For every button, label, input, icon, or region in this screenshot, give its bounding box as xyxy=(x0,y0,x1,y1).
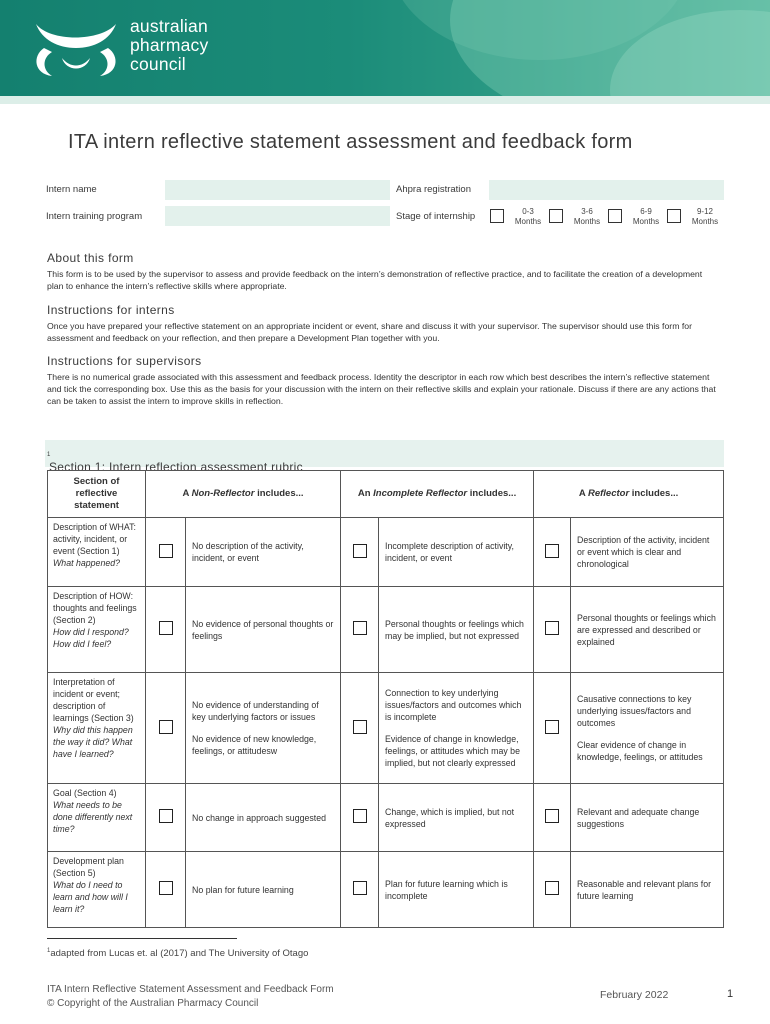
checkbox[interactable] xyxy=(490,209,504,223)
stage-option-label: 9-12 Months xyxy=(691,207,719,226)
reflector-checkbox-cell[interactable] xyxy=(534,518,571,587)
brand-line: pharmacy xyxy=(130,35,209,55)
banner-underline xyxy=(0,96,770,104)
supervisors-text: There is no numerical grade associated with this assessment and feedback process. Identity the descriptor in each row which best describes the intern’s reflective statement and tick the corresponding box. Use this as the basis for your discussion with the intern on their reflective skills and explain your rationale. Discuss if there are any actions that can be taken to assist the intern to improve skills in reflection. xyxy=(47,372,716,406)
row-section-cell: Goal (Section 4) What needs to be done differently next time? xyxy=(48,784,146,852)
about-heading: About this form xyxy=(47,251,134,265)
checkbox[interactable] xyxy=(159,720,173,734)
footer-copyright: © Copyright of the Australian Pharmacy Council xyxy=(47,998,259,1009)
table-row xyxy=(48,587,724,673)
non-reflector-checkbox-cell[interactable] xyxy=(146,852,186,928)
brand-line: council xyxy=(130,54,186,74)
footer-form-name: ITA Intern Reflective Statement Assessment and Feedback Form xyxy=(47,984,334,995)
stage-option-6-9[interactable] xyxy=(608,207,668,229)
stage-option-label: 3-6 Months xyxy=(573,207,601,226)
checkbox[interactable] xyxy=(608,209,622,223)
stage-option-label: 6-9 Months xyxy=(632,207,660,226)
supervisors-heading: Instructions for supervisors xyxy=(47,354,202,368)
brand-name xyxy=(130,17,208,74)
reflector-checkbox-cell[interactable] xyxy=(534,852,571,928)
checkbox[interactable] xyxy=(549,209,563,223)
reflector-descriptor: Description of the activity, incident or event which is clear and chronological xyxy=(571,518,724,587)
header-non-reflector: A Non-Reflector includes... xyxy=(146,471,341,518)
footnote-mark: 1 xyxy=(47,452,51,458)
checkbox[interactable] xyxy=(159,621,173,635)
stage-option-9-12[interactable] xyxy=(667,207,727,229)
header-section: Section of reflective statement xyxy=(48,471,146,518)
checkbox[interactable] xyxy=(667,209,681,223)
reflector-descriptor: Causative connections to key underlying issues/factors and outcomes Clear evidence of change in knowledge, feelings, or attitudes xyxy=(571,673,724,784)
ahpra-registration-field[interactable] xyxy=(489,180,724,200)
stage-of-internship-label: Stage of internship xyxy=(396,211,476,222)
checkbox[interactable] xyxy=(159,881,173,895)
checkbox[interactable] xyxy=(353,881,367,895)
incomplete-reflector-checkbox-cell[interactable] xyxy=(341,518,379,587)
intern-name-label: Intern name xyxy=(46,184,97,195)
non-reflector-checkbox-cell[interactable] xyxy=(146,784,186,852)
incomplete-reflector-checkbox-cell[interactable] xyxy=(341,673,379,784)
footnote-divider xyxy=(47,938,237,939)
table-header-row xyxy=(48,471,724,518)
intern-name-field[interactable] xyxy=(165,180,390,200)
reflector-descriptor: Reasonable and relevant plans for future learning xyxy=(571,852,724,928)
footnote: $^1$adapted from Lucas et. al (2017) and The University of Otago xyxy=(47,948,309,960)
stage-option-3-6[interactable] xyxy=(549,207,609,229)
table-row xyxy=(48,784,724,852)
interns-text: Once you have prepared your reflective statement on an appropriate incident or event, share and discuss it with your supervisor. The supervisor should use this form for assessment and feedback on your reflection, and then prepare a Development Plan together with you. xyxy=(47,321,692,343)
incomplete-reflector-descriptor: Change, which is implied, but not expressed xyxy=(379,784,534,852)
checkbox[interactable] xyxy=(159,809,173,823)
checkbox[interactable] xyxy=(545,544,559,558)
checkbox[interactable] xyxy=(159,544,173,558)
non-reflector-descriptor: No description of the activity, incident, or event xyxy=(186,518,341,587)
interns-heading: Instructions for interns xyxy=(47,303,175,317)
non-reflector-checkbox-cell[interactable] xyxy=(146,673,186,784)
incomplete-reflector-descriptor: Incomplete description of activity, incident, or event xyxy=(379,518,534,587)
table-row xyxy=(48,518,724,587)
row-section-cell: Development plan (Section 5) What do I need to learn and how will I learn it? xyxy=(48,852,146,928)
non-reflector-descriptor: No change in approach suggested xyxy=(186,784,341,852)
non-reflector-descriptor: No plan for future learning xyxy=(186,852,341,928)
stage-option-label: 0-3 Months xyxy=(514,207,542,226)
reflector-descriptor: Relevant and adequate change suggestions xyxy=(571,784,724,852)
header-incomplete-reflector: An Incomplete Reflector includes... xyxy=(341,471,534,518)
section-1-heading xyxy=(45,440,724,474)
row-section-cell: Description of WHAT: activity, incident, or event (Section 1) What happened? xyxy=(48,518,146,587)
incomplete-reflector-checkbox-cell[interactable] xyxy=(341,784,379,852)
table-row xyxy=(48,852,724,928)
row-section-cell: Description of HOW: thoughts and feelings (Section 2) How did I respond? How did I feel? xyxy=(48,587,146,673)
about-text: This form is to be used by the supervisor to assess and provide feedback on the intern’s demonstration of reflective practice, and to facilitate the creation of a development plan to enhance the intern’s reflective skills where appropriate. xyxy=(47,269,703,291)
non-reflector-checkbox-cell[interactable] xyxy=(146,518,186,587)
header-reflector: A Reflector includes... xyxy=(534,471,724,518)
footer-info xyxy=(47,983,334,1011)
table-row xyxy=(48,673,724,784)
incomplete-reflector-checkbox-cell[interactable] xyxy=(341,587,379,673)
page-number: 1 xyxy=(727,988,734,1000)
section-1-title: Section 1: Intern reflection assessment rubric xyxy=(49,460,303,474)
checkbox[interactable] xyxy=(545,809,559,823)
page-title: ITA intern reflective statement assessment and feedback form xyxy=(68,131,633,153)
checkbox[interactable] xyxy=(545,881,559,895)
checkbox[interactable] xyxy=(353,720,367,734)
checkbox[interactable] xyxy=(545,720,559,734)
training-program-field[interactable] xyxy=(165,206,390,226)
incomplete-reflector-descriptor: Plan for future learning which is incomplete xyxy=(379,852,534,928)
incomplete-reflector-descriptor: Personal thoughts or feelings which may be implied, but not expressed xyxy=(379,587,534,673)
reflector-checkbox-cell[interactable] xyxy=(534,587,571,673)
non-reflector-checkbox-cell[interactable] xyxy=(146,587,186,673)
checkbox[interactable] xyxy=(353,621,367,635)
footer-date: February 2022 xyxy=(600,989,669,1001)
incomplete-reflector-descriptor: Connection to key underlying issues/factors and outcomes which is incomplete Evidence of change in knowledge, feelings, or attitudes which may be implied, but not clearly expressed xyxy=(379,673,534,784)
ahpra-registration-label: Ahpra registration xyxy=(396,184,471,195)
non-reflector-descriptor: No evidence of personal thoughts or feelings xyxy=(186,587,341,673)
brand-line: australian xyxy=(130,16,208,36)
header-banner xyxy=(0,0,770,104)
checkbox[interactable] xyxy=(353,809,367,823)
reflector-checkbox-cell[interactable] xyxy=(534,784,571,852)
reflector-descriptor: Personal thoughts or feelings which are expressed and described or explained xyxy=(571,587,724,673)
apc-logo-icon xyxy=(30,18,122,80)
non-reflector-descriptor: No evidence of understanding of key underlying factors or issues No evidence of new knowledge, feelings, or attitudesw xyxy=(186,673,341,784)
training-program-label: Intern training program xyxy=(46,211,143,222)
assessment-rubric-table xyxy=(47,470,724,928)
row-section-cell: Interpretation of incident or event; description of learnings (Section 3) Why did this happen the way it did? What have I learned? xyxy=(48,673,146,784)
reflector-checkbox-cell[interactable] xyxy=(534,673,571,784)
checkbox[interactable] xyxy=(545,621,559,635)
incomplete-reflector-checkbox-cell[interactable] xyxy=(341,852,379,928)
checkbox[interactable] xyxy=(353,544,367,558)
stage-option-0-3[interactable] xyxy=(490,207,550,229)
